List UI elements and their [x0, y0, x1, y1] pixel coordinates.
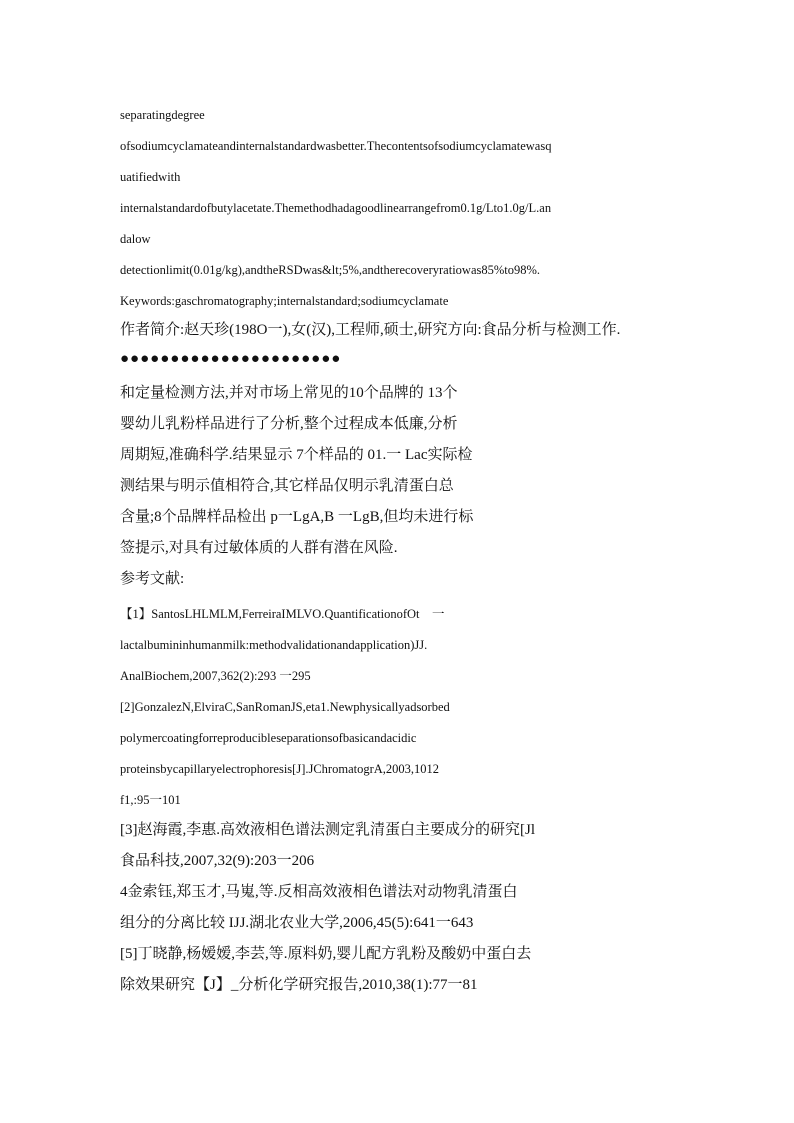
- reference-line-7: f1,:95一101: [120, 793, 181, 807]
- reference-line-8: [3]赵海霞,李惠.高效液相色谱法测定乳清蛋白主要成分的研究[Jl: [120, 822, 535, 838]
- reference-line-3: AnalBiochem,2007,362(2):293 一295: [120, 669, 311, 683]
- separator-dots: ●●●●●●●●●●●●●●●●●●●●●●: [120, 351, 342, 367]
- conclusion-line-1: 和定量检测方法,并对市场上常见的10个品牌的 13个: [120, 385, 458, 401]
- abstract-line-1: separatingdegree: [120, 108, 205, 122]
- abstract-line-4: internalstandardofbutylacetate.Themethodhadagoodlinearrangefrom0.1g/Lto1.0g/L.an: [120, 201, 552, 215]
- abstract-line-6: detectionlimit(0.01g/kg),andtheRSDwas&lt;5%,andtherecoveryratiowas85%to98%.: [120, 263, 541, 277]
- reference-line-13: 除效果研究【J】_分析化学研究报告,2010,38(1):77一81: [120, 977, 478, 993]
- reference-line-11: 组分的分离比较 IJJ.湖北农业大学,2006,45(5):641一643: [120, 915, 474, 931]
- conclusion-line-2: 婴幼儿乳粉样品进行了分析,整个过程成本低廉,分析: [120, 416, 458, 432]
- abstract-line-2: ofsodiumcyclamateandinternalstandardwasbetter.Thecontentsofsodiumcyclamatewasq: [120, 139, 552, 153]
- conclusion-line-4: 测结果与明示值相符合,其它样品仅明示乳清蛋白总: [120, 478, 454, 494]
- reference-line-9: 食品科技,2007,32(9):203一206: [120, 853, 315, 869]
- conclusion-line-3: 周期短,准确科学.结果显示 7个样品的 01.一 Lac实际检: [120, 447, 473, 463]
- reference-line-12: [5]丁晓静,杨嫒嫒,李芸,等.原料奶,婴儿配方乳粉及酸奶中蛋白去: [120, 946, 532, 962]
- keywords-line: Keywords:gaschromatography;internalstandard;sodiumcyclamate: [120, 294, 449, 308]
- abstract-line-5: dalow: [120, 232, 151, 246]
- conclusion-line-6: 签提示,对具有过敏体质的人群有潜在风险.: [120, 540, 398, 556]
- author-intro: 作者简介:赵天珍(198O一),女(汉),工程师,硕士,研究方向:食品分析与检测工作.: [120, 322, 621, 338]
- reference-line-4: [2]GonzalezN,ElviraC,SanRomanJS,eta1.Newphysicallyadsorbed: [120, 700, 450, 714]
- reference-line-2: lactalbumininhumanmilk:methodvalidationandapplication)JJ.: [120, 638, 428, 652]
- references-title: 参考文献:: [120, 571, 185, 587]
- abstract-line-3: uatifiedwith: [120, 170, 181, 184]
- document-page: [120, 0, 680, 1123]
- conclusion-line-5: 含量;8个品牌样品检出 p一LgA,B 一LgB,但均未进行标: [120, 509, 474, 525]
- reference-line-1: 【1】SantosLHLMLM,FerreiraIMLVO.QuantificationofOt 一: [120, 607, 445, 621]
- reference-line-10: 4金索钰,郑玉才,马嵬,等.反相高效液相色谱法对动物乳清蛋白: [120, 884, 518, 900]
- reference-line-5: polymercoatingforreproducibleseparationsofbasicandacidic: [120, 731, 417, 745]
- reference-line-6: proteinsbycapillaryelectrophoresis[J].JChromatogrA,2003,1012: [120, 762, 440, 776]
